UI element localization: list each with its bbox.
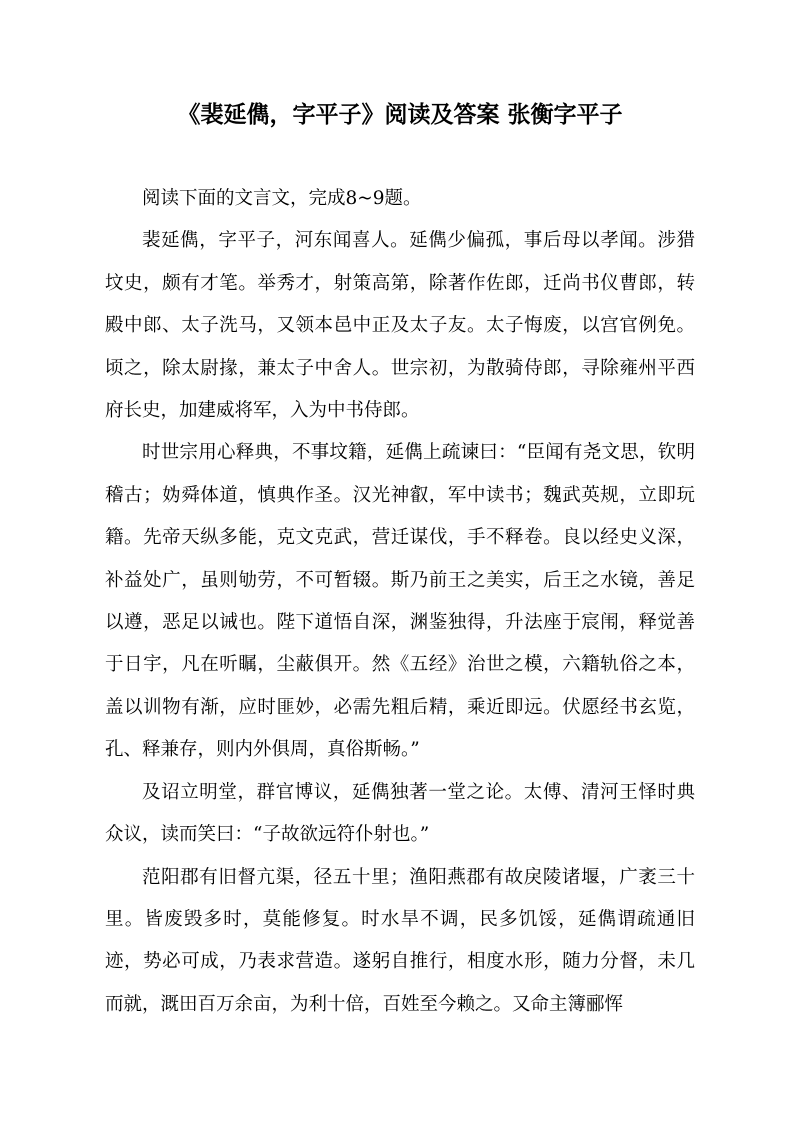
paragraph-instruction: 阅读下面的文言文，完成8~9题。 (142, 188, 422, 209)
document-body (105, 178, 695, 1026)
paragraph-biography: 裴延儁，字平子，河东闻喜人。延儁少偏孤，事后母以孝闻。涉猎坟史，颇有才笔。举秀才，射策高第，除著作佐郎，迁尚书仪曹郎，转殿中郎、太子洗马，又领本邑中正及太子友。太子悔废，以宫官例免。顷之，除太尉掾，兼太子中舍人。世宗初，为散骑侍郎，寻除雍州平西府长史，加建威将军，入为中书侍郎。 (105, 230, 695, 422)
paragraph-mingtang: 及诏立明堂，群官博议，延儁独著一堂之论。太傅、清河王怿时典众议，读而笑曰：“子故欲远符仆射也。” (105, 781, 695, 846)
document-title: 《裴延儁，字平子》阅读及答案 张衡字平子 (177, 102, 623, 128)
paragraph-irrigation: 范阳郡有旧督亢渠，径五十里；渔阳燕郡有故戾陵诸堰，广袤三十里。皆废毁多时，莫能修复。时水旱不调，民多饥馁，延儁谓疏通旧迹，势必可成，乃表求营造。遂躬自推行，相度水形，随力分督，未几而就，溉田百万余亩，为利十倍，百姓至今赖之。又命主簿郦恽 (105, 866, 695, 1015)
paragraph-memorial: 时世宗用心释典，不事坟籍，延儁上疏谏曰：“臣闻有尧文思，钦明稽古；妫舜体道，慎典作圣。汉光神叡，军中读书；魏武英规，立即玩籍。先帝天纵多能，克文克武，营迁谋伐，手不释卷。良以经史义深，补益处广，虽则劬劳，不可暂辍。斯乃前王之美实，后王之水镜，善足以遵，恶足以诫也。陛下道悟自深，渊鉴独得，升法座于宸闱，释觉善于日宇，凡在听瞩，尘蔽俱开。然《五经》治世之模，六籍轨俗之本，盖以训物有渐，应时匪妙，必需先粗后精，乘近即远。伏愿经书玄览，孔、释兼存，则内外俱周，真俗斯畅。” (105, 442, 695, 761)
